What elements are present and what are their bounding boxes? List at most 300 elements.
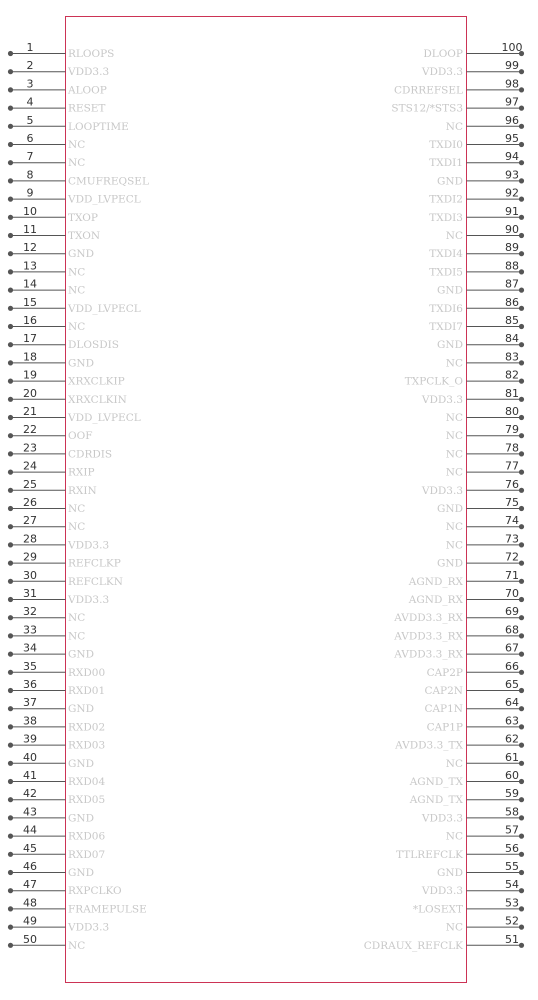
pin-name-49: VDD3.3 [68, 921, 110, 934]
pin-name-27: NC [68, 521, 86, 534]
pin-number-57: 57 [505, 823, 519, 837]
pin-number-2: 2 [26, 59, 34, 73]
pin-number-61: 61 [505, 750, 519, 764]
pin-terminal-dot-9 [8, 197, 13, 202]
pin-name-22: OOF [68, 430, 93, 443]
pin-number-54: 54 [505, 878, 519, 892]
pin-name-51: CDRAUX_REFCLK [363, 939, 463, 952]
pin-number-86: 86 [505, 295, 519, 309]
pin-name-69: AVDD3.3_RX [394, 612, 463, 625]
pin-number-21: 21 [23, 405, 37, 418]
pin-number-42: 42 [23, 787, 37, 801]
pin-name-32: NC [68, 612, 86, 625]
pin-name-79: NC [445, 430, 463, 443]
pin-number-93: 93 [505, 168, 519, 182]
pin-name-52: NC [445, 921, 463, 934]
pin-number-9: 9 [26, 186, 34, 200]
pin-name-93: GND [437, 175, 463, 188]
pin-terminal-dot-42 [8, 797, 13, 802]
pin-terminal-dot-89 [519, 251, 524, 256]
pin-terminal-dot-23 [8, 451, 13, 456]
pin-number-35: 35 [23, 659, 37, 673]
pin-terminal-dot-8 [8, 178, 13, 183]
pin-number-30: 30 [23, 568, 37, 582]
pin-terminal-dot-33 [8, 633, 13, 638]
pin-terminal-dot-55 [519, 870, 524, 875]
pin-number-56: 56 [505, 841, 519, 855]
pin-number-58: 58 [505, 805, 519, 819]
pin-name-62: AVDD3.3_TX [395, 739, 463, 752]
pin-terminal-dot-93 [519, 178, 524, 183]
pin-name-85: TXDI7 [429, 321, 463, 333]
pin-name-100: DLOOP [423, 48, 463, 60]
pin-name-92: TXDI2 [429, 193, 463, 206]
pin-terminal-dot-34 [8, 652, 13, 657]
pin-number-71: 71 [505, 568, 519, 582]
pin-name-4: RESET [68, 102, 106, 115]
pin-name-16: NC [68, 321, 86, 333]
pin-number-82: 82 [505, 368, 519, 382]
pin-name-15: VDD_LVPECL [68, 302, 141, 315]
pin-terminal-dot-86 [519, 306, 524, 311]
pin-number-12: 12 [23, 241, 37, 255]
pin-terminal-dot-41 [8, 779, 13, 784]
pin-name-1: RLOOPS [68, 48, 115, 60]
pin-terminal-dot-29 [8, 561, 13, 566]
pin-number-55: 55 [505, 860, 519, 873]
pin-name-65: CAP2N [424, 685, 463, 697]
pin-terminal-dot-56 [519, 852, 524, 857]
pin-number-67: 67 [505, 641, 519, 655]
pin-name-20: XRXCLKIN [68, 393, 127, 406]
pin-terminal-dot-3 [8, 87, 13, 92]
pin-number-4: 4 [26, 95, 34, 109]
pin-name-39: RXD03 [68, 739, 106, 752]
pin-name-21: VDD_LVPECL [68, 412, 141, 424]
pin-name-42: RXD05 [68, 794, 106, 807]
pin-terminal-dot-47 [8, 888, 13, 893]
pin-name-8: CMUFREQSEL [68, 175, 149, 188]
pin-name-63: CAP1P [426, 721, 463, 734]
pin-name-60: AGND_TX [409, 776, 463, 788]
pin-terminal-dot-19 [8, 379, 13, 384]
pin-number-49: 49 [23, 914, 37, 928]
pin-name-68: AVDD3.3_RX [394, 630, 463, 643]
pin-name-37: GND [68, 703, 94, 716]
pin-number-48: 48 [23, 896, 37, 910]
pin-terminal-dot-48 [8, 906, 13, 911]
pin-number-76: 76 [505, 477, 519, 491]
pin-number-29: 29 [23, 550, 37, 564]
pin-name-66: CAP2P [426, 666, 463, 679]
pin-name-53: *LOSEXT [412, 903, 463, 916]
pin-terminal-dot-39 [8, 743, 13, 748]
pin-name-71: AGND_RX [408, 575, 463, 588]
pin-number-60: 60 [505, 769, 519, 782]
pin-number-5: 5 [26, 113, 34, 127]
pin-terminal-dot-92 [519, 197, 524, 202]
pin-name-83: NC [445, 357, 463, 370]
pin-name-59: AGND_TX [409, 794, 463, 807]
pin-number-19: 19 [23, 368, 37, 382]
pin-number-75: 75 [505, 496, 519, 509]
pin-terminal-dot-98 [519, 87, 524, 92]
pin-terminal-dot-6 [8, 142, 13, 147]
pin-number-43: 43 [23, 805, 37, 819]
pin-name-56: TTLREFCLK [396, 848, 463, 861]
pin-terminal-dot-43 [8, 815, 13, 820]
pin-name-30: REFCLKN [68, 575, 123, 588]
pin-terminal-dot-67 [519, 652, 524, 657]
pin-terminal-dot-20 [8, 397, 13, 402]
pin-name-35: RXD00 [68, 666, 106, 679]
pin-number-73: 73 [505, 532, 519, 546]
pin-name-5: LOOPTIME [68, 120, 129, 133]
pin-name-50: NC [68, 939, 86, 952]
pin-number-87: 87 [505, 277, 519, 291]
pin-name-23: CDRDIS [68, 448, 113, 461]
pin-number-68: 68 [505, 623, 519, 637]
pin-terminal-dot-95 [519, 142, 524, 147]
pin-terminal-dot-90 [519, 233, 524, 238]
pin-terminal-dot-80 [519, 415, 524, 420]
pin-terminal-dot-65 [519, 688, 524, 693]
pin-name-17: DLOSDIS [68, 339, 119, 352]
pin-name-38: RXD02 [68, 721, 106, 734]
pin-name-7: NC [68, 157, 86, 170]
pin-name-54: VDD3.3 [421, 885, 463, 898]
pin-terminal-dot-63 [519, 724, 524, 729]
pin-name-81: VDD3.3 [421, 393, 463, 406]
pin-number-96: 96 [505, 113, 519, 127]
pin-terminal-dot-87 [519, 288, 524, 293]
pin-number-33: 33 [23, 623, 37, 637]
pin-number-40: 40 [23, 750, 37, 764]
pin-name-90: NC [445, 230, 463, 242]
pin-number-89: 89 [505, 241, 519, 255]
pin-number-77: 77 [505, 459, 519, 473]
pin-number-80: 80 [505, 405, 519, 418]
pin-name-18: GND [68, 357, 94, 370]
pin-terminal-dot-60 [519, 779, 524, 784]
pin-terminal-dot-40 [8, 761, 13, 766]
pin-terminal-dot-73 [519, 542, 524, 547]
pin-terminal-dot-53 [519, 906, 524, 911]
pin-number-26: 26 [23, 496, 37, 509]
pin-terminal-dot-82 [519, 379, 524, 384]
pin-number-15: 15 [23, 295, 37, 309]
pin-number-18: 18 [23, 350, 37, 364]
pin-number-94: 94 [505, 150, 519, 164]
pin-name-72: GND [437, 557, 463, 570]
pin-terminal-dot-57 [519, 834, 524, 839]
pin-number-46: 46 [23, 860, 37, 873]
pin-name-97: STS12/*STS3 [391, 102, 463, 115]
pin-terminal-dot-54 [519, 888, 524, 893]
pin-name-61: NC [445, 757, 463, 770]
pin-terminal-dot-25 [8, 488, 13, 493]
pin-number-16: 16 [23, 314, 37, 327]
pin-terminal-dot-15 [8, 306, 13, 311]
pin-name-73: NC [445, 539, 463, 552]
pin-number-20: 20 [23, 386, 37, 400]
pin-terminal-dot-96 [519, 124, 524, 129]
pin-number-25: 25 [23, 477, 37, 491]
pin-name-89: TXDI4 [429, 248, 463, 261]
pin-terminal-dot-18 [8, 360, 13, 365]
pin-number-88: 88 [505, 259, 519, 273]
pin-number-22: 22 [23, 423, 37, 437]
pin-terminal-dot-21 [8, 415, 13, 420]
pin-terminal-dot-30 [8, 579, 13, 584]
pin-name-78: NC [445, 448, 463, 461]
pin-name-2: VDD3.3 [68, 66, 110, 79]
pin-number-39: 39 [23, 732, 37, 746]
pin-number-10: 10 [23, 204, 37, 218]
pin-name-12: GND [68, 248, 94, 261]
pin-terminal-dot-32 [8, 615, 13, 620]
pin-number-79: 79 [505, 423, 519, 437]
pin-name-95: TXDI0 [429, 139, 463, 151]
pin-name-48: FRAMEPULSE [68, 903, 147, 916]
pin-terminal-dot-35 [8, 670, 13, 675]
pin-name-43: GND [68, 812, 94, 825]
pin-terminal-dot-75 [519, 506, 524, 511]
pin-number-6: 6 [26, 132, 34, 145]
pin-terminal-dot-27 [8, 524, 13, 529]
pin-terminal-dot-61 [519, 761, 524, 766]
pin-number-7: 7 [26, 150, 34, 164]
pin-number-70: 70 [505, 587, 519, 600]
pin-number-38: 38 [23, 714, 37, 728]
pin-name-28: VDD3.3 [68, 539, 110, 552]
pin-name-84: GND [437, 339, 463, 352]
pin-number-47: 47 [23, 878, 37, 892]
pin-name-47: RXPCLKO [68, 885, 122, 898]
pin-name-55: GND [437, 867, 463, 879]
pin-number-59: 59 [505, 787, 519, 801]
pin-name-31: VDD3.3 [68, 594, 110, 606]
pin-name-34: GND [68, 648, 94, 661]
pin-terminal-dot-49 [8, 925, 13, 930]
pin-name-94: TXDI1 [429, 157, 463, 170]
pin-terminal-dot-17 [8, 342, 13, 347]
pin-terminal-dot-74 [519, 524, 524, 529]
pin-number-31: 31 [23, 587, 37, 600]
pin-number-50: 50 [23, 932, 37, 946]
pin-number-28: 28 [23, 532, 37, 546]
pin-terminal-dot-76 [519, 488, 524, 493]
pin-number-53: 53 [505, 896, 519, 910]
pin-number-32: 32 [23, 605, 37, 619]
pin-terminal-dot-44 [8, 834, 13, 839]
pin-terminal-dot-58 [519, 815, 524, 820]
pin-name-87: GND [437, 284, 463, 297]
pin-terminal-dot-72 [519, 561, 524, 566]
pin-terminal-dot-83 [519, 360, 524, 365]
pin-name-6: NC [68, 139, 86, 151]
pin-terminal-dot-16 [8, 324, 13, 329]
pin-number-100: 100 [501, 41, 523, 54]
pin-number-37: 37 [23, 696, 37, 710]
pin-name-29: REFCLKP [68, 557, 121, 570]
pin-terminal-dot-37 [8, 706, 13, 711]
pin-number-51: 51 [505, 932, 519, 946]
pin-name-33: NC [68, 630, 86, 643]
pin-terminal-dot-11 [8, 233, 13, 238]
pin-terminal-dot-70 [519, 597, 524, 602]
pin-name-96: NC [445, 120, 463, 133]
pin-terminal-dot-46 [8, 870, 13, 875]
pin-number-14: 14 [23, 277, 37, 291]
pin-name-64: CAP1N [424, 703, 463, 716]
pin-number-69: 69 [505, 605, 519, 619]
pin-number-17: 17 [23, 332, 37, 346]
pin-terminal-dot-36 [8, 688, 13, 693]
pin-name-41: RXD04 [68, 776, 106, 788]
pin-terminal-dot-24 [8, 470, 13, 475]
pin-terminal-dot-78 [519, 451, 524, 456]
pin-terminal-dot-26 [8, 506, 13, 511]
pin-terminal-dot-5 [8, 124, 13, 129]
pin-terminal-dot-14 [8, 288, 13, 293]
pin-number-44: 44 [23, 823, 37, 837]
pin-terminal-dot-91 [519, 215, 524, 220]
pin-name-80: NC [445, 412, 463, 424]
pin-terminal-dot-22 [8, 433, 13, 438]
pin-name-14: NC [68, 284, 86, 297]
pin-name-11: TXON [68, 230, 101, 242]
pin-terminal-dot-97 [519, 106, 524, 111]
pin-name-24: RXIP [68, 466, 95, 479]
pin-number-64: 64 [505, 696, 519, 710]
pin-number-34: 34 [23, 641, 37, 655]
pin-number-27: 27 [23, 514, 37, 528]
pin-terminal-dot-68 [519, 633, 524, 638]
pin-number-83: 83 [505, 350, 519, 364]
pin-terminal-dot-52 [519, 925, 524, 930]
pin-terminal-dot-81 [519, 397, 524, 402]
pin-terminal-dot-94 [519, 160, 524, 165]
pin-name-10: TXOP [68, 211, 98, 224]
pin-name-75: GND [437, 503, 463, 515]
pin-name-19: XRXCLKIP [68, 375, 125, 388]
pin-number-23: 23 [23, 441, 37, 455]
pin-number-74: 74 [505, 514, 519, 528]
pin-terminal-dot-64 [519, 706, 524, 711]
pin-name-67: AVDD3.3_RX [394, 648, 463, 661]
pin-terminal-dot-45 [8, 852, 13, 857]
pin-name-45: RXD07 [68, 848, 106, 861]
pin-number-90: 90 [505, 223, 519, 236]
pin-terminal-dot-31 [8, 597, 13, 602]
pin-terminal-dot-84 [519, 342, 524, 347]
pin-number-81: 81 [505, 386, 519, 400]
pin-number-1: 1 [26, 41, 34, 54]
pin-number-36: 36 [23, 678, 37, 691]
pin-number-8: 8 [26, 168, 34, 182]
pin-terminal-dot-99 [519, 69, 524, 74]
pin-name-58: VDD3.3 [421, 812, 463, 825]
pin-number-84: 84 [505, 332, 519, 346]
pin-terminal-dot-66 [519, 670, 524, 675]
pin-name-57: NC [445, 830, 463, 843]
pin-name-91: TXDI3 [429, 211, 463, 224]
pin-terminal-dot-38 [8, 724, 13, 729]
pin-name-70: AGND_RX [408, 594, 463, 606]
pin-number-85: 85 [505, 314, 519, 327]
pin-terminal-dot-12 [8, 251, 13, 256]
pin-terminal-dot-13 [8, 269, 13, 274]
pin-name-88: TXDI5 [429, 266, 463, 279]
pin-terminal-dot-50 [8, 943, 13, 948]
pin-number-95: 95 [505, 132, 519, 145]
pin-terminal-dot-85 [519, 324, 524, 329]
pin-name-25: RXIN [68, 484, 97, 497]
pin-name-44: RXD06 [68, 830, 106, 843]
pin-terminal-dot-62 [519, 743, 524, 748]
pin-number-24: 24 [23, 459, 37, 473]
pin-terminal-dot-79 [519, 433, 524, 438]
pin-name-40: GND [68, 757, 94, 770]
pin-name-26: NC [68, 503, 86, 515]
pin-name-99: VDD3.3 [421, 66, 463, 79]
pin-number-63: 63 [505, 714, 519, 728]
pin-number-92: 92 [505, 186, 519, 200]
pin-name-46: GND [68, 867, 94, 879]
pin-name-77: NC [445, 466, 463, 479]
pin-name-9: VDD_LVPECL [68, 193, 141, 206]
pin-name-86: TXDI6 [429, 302, 463, 315]
ic-body-outline [66, 17, 467, 983]
pin-number-13: 13 [23, 259, 37, 273]
pin-terminal-dot-77 [519, 470, 524, 475]
pin-terminal-dot-69 [519, 615, 524, 620]
pin-name-98: CDRREFSEL [393, 84, 463, 97]
pin-name-3: ALOOP [68, 84, 107, 97]
pin-terminal-dot-10 [8, 215, 13, 220]
pin-name-13: NC [68, 266, 86, 279]
pin-terminal-dot-28 [8, 542, 13, 547]
pin-number-66: 66 [505, 659, 519, 673]
pin-number-65: 65 [505, 678, 519, 691]
pin-terminal-dot-2 [8, 69, 13, 74]
pin-number-62: 62 [505, 732, 519, 746]
pin-terminal-dot-4 [8, 106, 13, 111]
pin-number-41: 41 [23, 769, 37, 782]
pin-terminal-dot-71 [519, 579, 524, 584]
pin-number-78: 78 [505, 441, 519, 455]
pin-number-99: 99 [505, 59, 519, 73]
pin-number-3: 3 [26, 77, 34, 91]
pin-terminal-dot-1 [8, 51, 13, 56]
pin-name-74: NC [445, 521, 463, 534]
pin-number-91: 91 [505, 204, 519, 218]
pin-number-97: 97 [505, 95, 519, 109]
pin-number-45: 45 [23, 841, 37, 855]
pin-terminal-dot-7 [8, 160, 13, 165]
pin-terminal-dot-88 [519, 269, 524, 274]
pin-number-52: 52 [505, 914, 519, 928]
pin-name-36: RXD01 [68, 685, 106, 697]
pin-terminal-dot-51 [519, 943, 524, 948]
pin-number-11: 11 [23, 223, 37, 236]
pin-name-76: VDD3.3 [421, 484, 463, 497]
pin-number-98: 98 [505, 77, 519, 91]
pin-number-72: 72 [505, 550, 519, 564]
pin-name-82: TXPCLK_O [404, 375, 463, 388]
pin-terminal-dot-59 [519, 797, 524, 802]
